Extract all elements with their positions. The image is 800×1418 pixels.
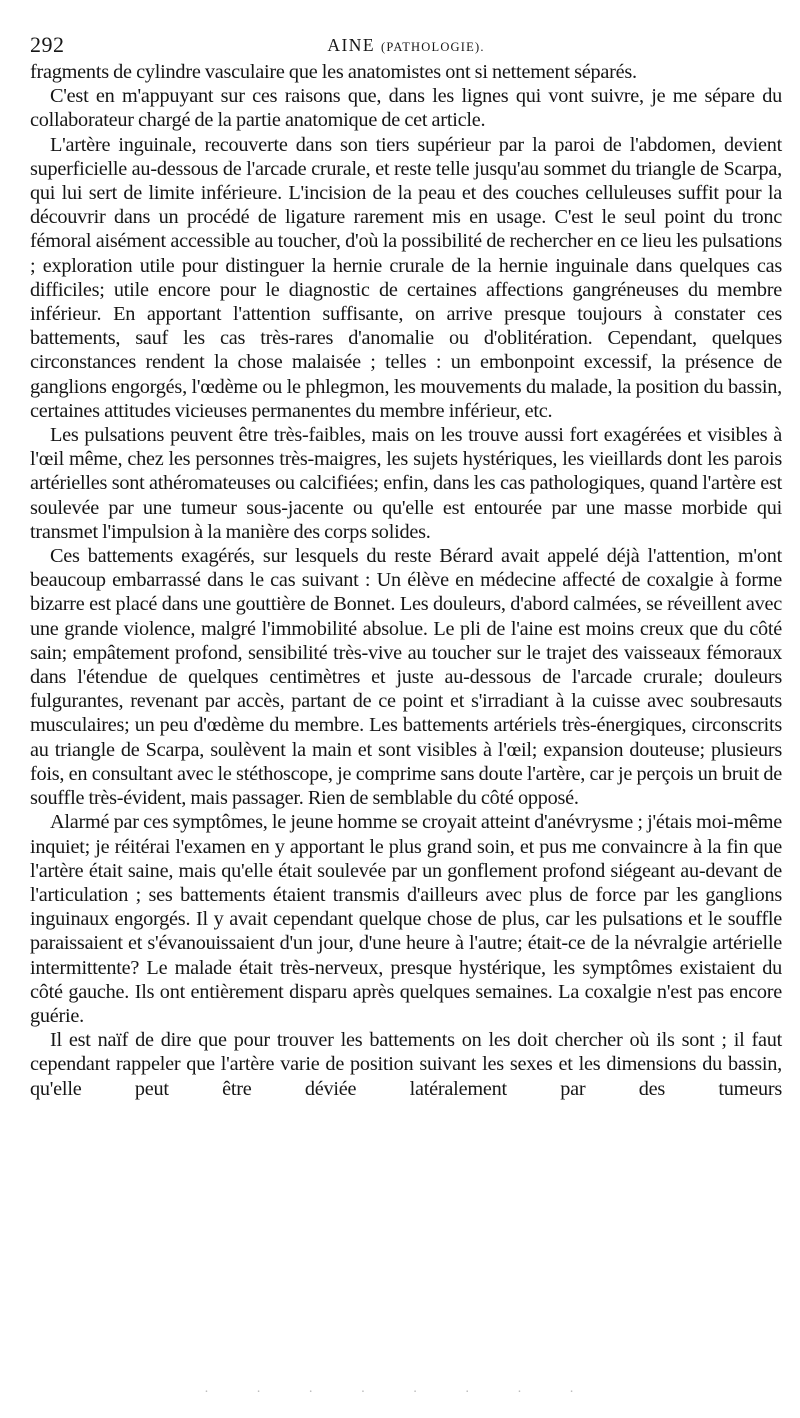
page-number: 292: [30, 32, 65, 57]
running-title-main: AINE: [327, 35, 376, 55]
paragraph: Ces battements exagérés, sur lesquels du reste Bérard avait appelé déjà l'attention, m'ont beaucoup embarrassé dans le cas suivant : Un élève en médecine affecté de coxalgie à forme bizarre est placé dans une gouttière de Bonnet. Les douleurs, d'abord calmées, se réveillent avec une grande violence, malgré l'immobilité absolue. Le pli de l'aine est moins creux que du côté sain; empâtement profond, sensibilité très-vive au toucher sur le trajet des vaisseaux fémoraux dans l'étendue de quelques centimètres et juste au-dessous de l'arcade crurale; douleurs fulgurantes, revenant par accès, partant de ce point et s'irradiant à la cuisse avec soubresauts musculaires; un peu d'œdème du membre. Les battements artériels très-énergiques, circonscrits au triangle de Scarpa, soulèvent la main et sont visibles à l'œil; expansion douteuse; plusieurs fois, en consultant avec le stéthoscope, je comprime sans doute l'artère, car je perçois un bruit de souffle très-évident, mais passager. Rien de semblable du côté opposé.: [30, 545, 782, 810]
paragraph: Il est naïf de dire que pour trouver les battements on les doit chercher où ils sont ; il faut cependant rappeler que l'artère varie de position suivant les sexes et les dimensions du bassin, qu'elle peut être déviée latéralement par des tumeurs: [30, 1029, 782, 1100]
running-title: [30, 30, 782, 62]
footer-print-marks: · · · · · · · ·: [204, 1385, 596, 1400]
running-title-sub: (PATHOLOGIE).: [380, 40, 485, 54]
article-body: [30, 60, 782, 1101]
paragraph: Les pulsations peuvent être très-faibles, mais on les trouve aussi fort exagérées et visibles à l'œil même, chez les personnes très-maigres, les sujets hystériques, les vieillards dont les parois artérielles sont athéromateuses ou calcifiées; enfin, dans les cas pathologiques, quand l'artère est soulevée par une tumeur sous-jacente ou qu'elle est entourée par une masse morbide qui transmet l'impulsion à la manière des corps solides.: [30, 424, 782, 543]
paragraph: Alarmé par ces symptômes, le jeune homme se croyait atteint d'anévrysme ; j'étais moi-même inquiet; je réitérai l'examen en y apportant le plus grand soin, et pus me convaincre à la fin que l'artère était saine, mais qu'elle était soulevée par un gonflement profond siégeant au-devant de l'articulation ; ses battements étaient transmis d'ailleurs avec plus de force par les ganglions inguinaux engorgés. Il y avait cependant quelque chose de plus, car les pulsations et le souffle paraissaient et s'évanouissaient d'un jour, d'une heure à l'autre; était-ce de la névralgie artérielle intermittente? Le malade était très-nerveux, presque hystérique, les symptômes existaient du côté gauche. Ils ont entièrement disparu après quelques semaines. La coxalgie n'est pas encore guérie.: [30, 811, 782, 1027]
book-page: [30, 30, 782, 1101]
paragraph: L'artère inguinale, recouverte dans son tiers supérieur par la paroi de l'abdomen, devient superficielle au-dessous de l'arcade crurale, et reste telle jusqu'au sommet du triangle de Scarpa, qui lui sert de limite inférieure. L'incision de la peau et des couches celluleuses suffit pour la découvrir dans un procédé de ligature rarement mis en usage. C'est le seul point du tronc fémoral aisément accessible au toucher, d'où la possibilité de rechercher en ce lieu les pulsations ; exploration utile pour distinguer la hernie crurale de la hernie inguinale dans quelques cas difficiles; utile encore pour le diagnostic de certaines affections gangréneuses du membre inférieur. En apportant l'attention suffisante, on arrive presque toujours à constater ces battements, sauf les cas très-rares d'anomalie ou d'oblitération. Cependant, quelques circonstances rendent la chose malaisée ; telles : un embonpoint excessif, la présence de ganglions engorgés, l'œdème ou le phlegmon, les mouvements du malade, la position du bassin, certaines attitudes vicieuses permanentes du membre inférieur, etc.: [30, 133, 782, 422]
running-head: [30, 30, 782, 60]
paragraph: C'est en m'appuyant sur ces raisons que, dans les lignes qui vont suivre, je me sépare du collaborateur chargé de la partie anatomique de cet article.: [30, 85, 782, 132]
paragraph-continuation: fragments de cylindre vasculaire que les anatomistes ont si nettement séparés.: [30, 61, 637, 83]
